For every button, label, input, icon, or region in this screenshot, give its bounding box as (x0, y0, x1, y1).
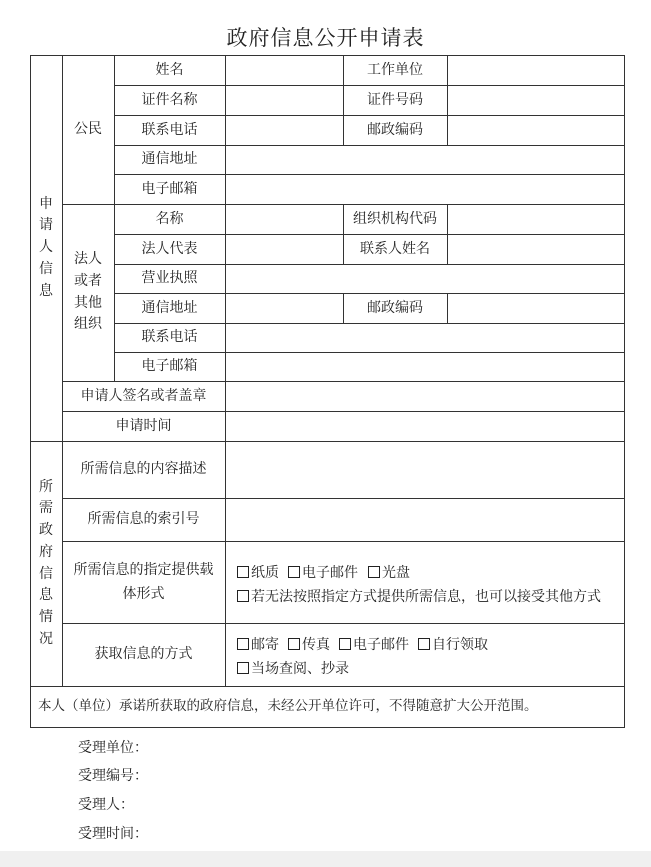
checkbox-icon (368, 566, 380, 578)
table-border-bottom (30, 727, 624, 728)
org-address-label: 通信地址 (141, 299, 198, 316)
method-option-self-pickup[interactable] (418, 636, 488, 654)
org-license-label: 营业执照 (141, 270, 198, 287)
checkbox-icon (237, 566, 249, 578)
checkbox-icon (237, 638, 249, 650)
citizen-id-type-field[interactable] (226, 86, 343, 115)
signature-label: 申请人签名或者盖章 (80, 387, 207, 404)
method-label: 获取信息的方式 (94, 646, 193, 663)
method-option-label: 传真 (302, 637, 330, 653)
carrier-label: 所需信息的指定提供载 体形式 (73, 561, 214, 602)
apply-time-field[interactable] (226, 412, 624, 441)
org-phone-field[interactable] (226, 324, 624, 352)
pledge-text: 本人（单位）承诺所获取的政府信息，未经公开单位许可，不得随意扩大公开范围。 (38, 698, 538, 715)
citizen-employer-field[interactable] (448, 56, 624, 85)
carrier-option-alternative[interactable] (237, 588, 601, 606)
method-option-label: 邮寄 (251, 637, 279, 653)
org-group-label: 法人 或者 其他 组织 (74, 251, 102, 333)
method-option-label: 自行领取 (432, 637, 488, 653)
carrier-alt-label: 若无法按照指定方式提供所需信息，也可以接受其他方式 (251, 589, 601, 605)
citizen-email-label: 电子邮箱 (141, 180, 198, 197)
method-option-label: 电子邮件 (353, 637, 409, 653)
checkbox-icon (418, 638, 430, 650)
citizen-name-field[interactable] (226, 56, 343, 85)
citizen-employer-label: 工作单位 (367, 61, 423, 78)
checkbox-icon (237, 662, 249, 674)
org-name-field[interactable] (226, 205, 343, 234)
org-code-field[interactable] (448, 205, 624, 234)
content-desc-label: 所需信息的内容描述 (80, 461, 207, 478)
signature-field[interactable] (226, 382, 624, 411)
citizen-group-label: 公民 (74, 121, 102, 138)
method-option-email[interactable] (339, 636, 409, 654)
checkbox-icon (288, 566, 300, 578)
index-no-field[interactable] (226, 499, 624, 541)
citizen-postcode-label: 邮政编码 (367, 121, 423, 138)
section-applicant-info: 申 请 人 信 息 (39, 195, 53, 299)
carrier-option-email[interactable] (288, 564, 358, 582)
citizen-phone-field[interactable] (226, 116, 343, 145)
org-contact-name-label: 联系人姓名 (360, 240, 430, 257)
org-name-label: 名称 (155, 210, 184, 227)
citizen-address-field[interactable] (226, 146, 624, 174)
receiving-time-label: 受理时间： (78, 826, 148, 842)
org-contact-name-field[interactable] (448, 235, 624, 264)
org-email-label: 电子邮箱 (141, 358, 198, 375)
carrier-option-label: 纸质 (251, 565, 279, 581)
receiver-label: 受理人： (78, 797, 134, 813)
method-option-fax[interactable] (288, 636, 330, 654)
content-desc-field[interactable] (226, 442, 624, 498)
table-border-right (624, 55, 625, 728)
checkbox-icon (288, 638, 300, 650)
receiving-number-label: 受理编号： (78, 768, 148, 784)
org-phone-label: 联系电话 (141, 329, 198, 346)
citizen-postcode-field[interactable] (448, 116, 624, 145)
bottom-bar (0, 851, 651, 867)
citizen-id-number-field[interactable] (448, 86, 624, 115)
checkbox-icon (339, 638, 351, 650)
org-legal-rep-field[interactable] (226, 235, 343, 264)
org-code-label: 组织机构代码 (353, 210, 437, 227)
org-email-field[interactable] (226, 353, 624, 381)
org-postcode-field[interactable] (448, 294, 624, 323)
org-legal-rep-label: 法人代表 (141, 240, 198, 257)
method-option-mail[interactable] (237, 636, 279, 654)
receiving-unit-label: 受理单位： (78, 740, 148, 756)
org-postcode-label: 邮政编码 (367, 299, 423, 316)
citizen-phone-label: 联系电话 (141, 121, 198, 138)
section-required-info: 所 需 政 府 信 息 情 况 (39, 478, 53, 647)
carrier-option-disc[interactable] (368, 564, 410, 582)
method-option-onsite[interactable] (237, 660, 349, 678)
index-no-label: 所需信息的索引号 (87, 511, 200, 528)
org-license-field[interactable] (226, 265, 624, 293)
carrier-option-paper[interactable] (237, 564, 279, 582)
citizen-name-label: 姓名 (155, 61, 184, 78)
form-title: 政府信息公开申请表 (226, 26, 425, 50)
method-alt-label: 当场查阅、抄录 (251, 661, 349, 677)
carrier-option-label: 光盘 (382, 565, 410, 581)
citizen-address-label: 通信地址 (141, 151, 198, 168)
org-address-field[interactable] (226, 294, 343, 323)
citizen-id-number-label: 证件号码 (367, 91, 423, 108)
carrier-option-label: 电子邮件 (302, 565, 358, 581)
citizen-email-field[interactable] (226, 175, 624, 204)
apply-time-label: 申请时间 (115, 417, 172, 434)
checkbox-icon (237, 590, 249, 602)
citizen-id-type-label: 证件名称 (141, 91, 198, 108)
